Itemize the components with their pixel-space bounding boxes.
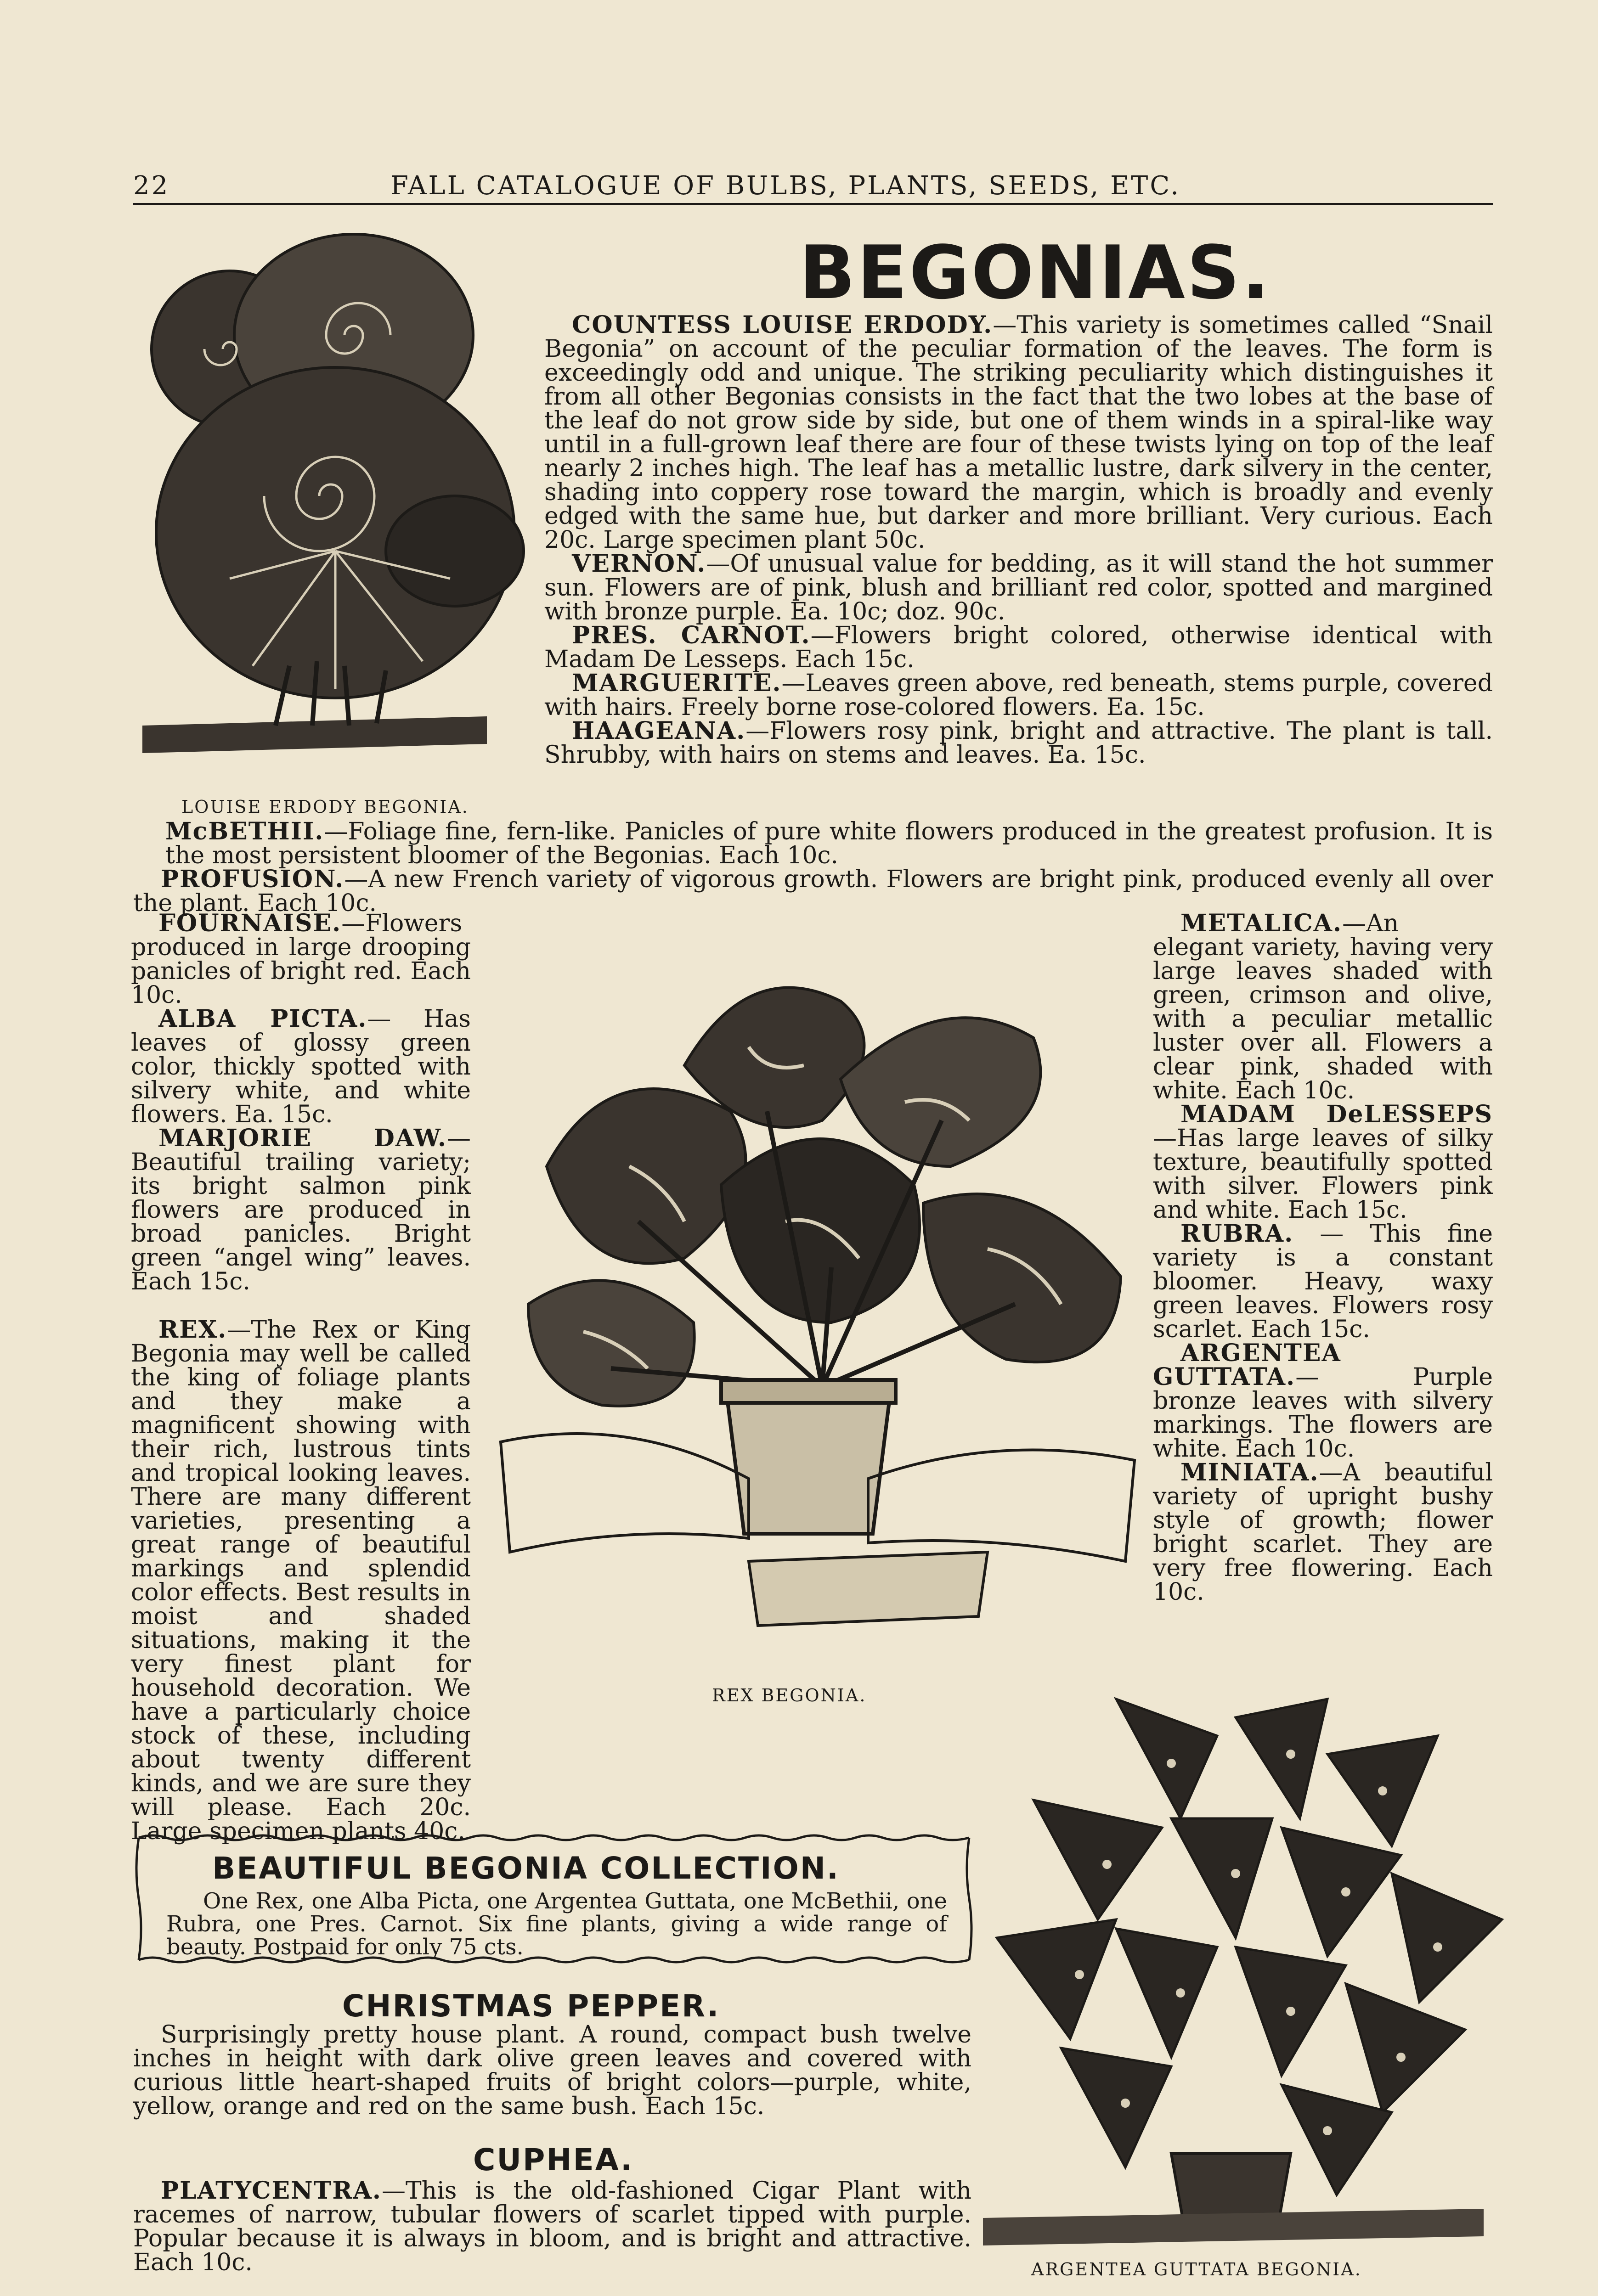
begonia-collection-box: [134, 1832, 974, 1965]
entry-marguerite: MARGUERITE.—Leaves green above, red beneath, stems purple, covered with hairs. Freely borne rose-colored flowers. Ea. 15c.: [544, 669, 1493, 721]
page-title: BEGONIAS.: [799, 230, 1271, 315]
cuphea-text: [133, 2179, 971, 2274]
full-width-entries: [133, 817, 1493, 917]
cuphea-heading: CUPHEA.: [473, 2142, 634, 2178]
entry-profusion: PROFUSION.—A new French variety of vigorous growth. Flowers are bright pink, produced evenly all over the plant. Each 10c.: [133, 865, 1493, 917]
rex-begonia-illustration: [491, 928, 1153, 1644]
entry-marjorie-daw: MARJORIE DAW.— Beautiful trailing variety; its bright salmon pink flowers are produced in broad panicles. Bright green “angel wing” leaves. Each 15c.: [131, 1124, 471, 1295]
entry-rex: [131, 1318, 471, 1843]
left-column: [131, 909, 471, 1295]
entry-miniata: MINIATA.—A beautiful variety of upright bushy style of growth; flower bright scarlet. They are very free flowering. Each 10c.: [1153, 1458, 1493, 1606]
entry-pres-carnot: PRES. CARNOT.—Flowers bright colored, otherwise identical with Madam De Lesseps. Each 15c.: [544, 621, 1493, 673]
caption-louise-erdody: LOUISE ERDODY BEGONIA.: [181, 797, 469, 817]
christmas-pepper-heading: CHRISTMAS PEPPER.: [342, 1988, 720, 2024]
caption-argentea: ARGENTEA GUTTATA BEGONIA.: [1031, 2259, 1362, 2279]
top-right-column: [544, 313, 1493, 767]
entry-fournaise: FOURNAISE.—Flowers produced in large drooping panicles of bright red. Each 10c.: [131, 909, 471, 1009]
entry-metalica: METALICA.—An elegant variety, having very large leaves shaded with green, crimson and olive, with a peculiar metallic luster over all. Flowers a clear pink, shaded with white. Each 10c.: [1153, 909, 1493, 1104]
collection-text: One Rex, one Alba Picta, one Argentea Guttata, one McBethii, one Rubra, one Pres. Carnot. Six fine plants, giving a wide range of beauty. Postpaid for only 75 cts.: [166, 1888, 947, 1960]
argentea-guttata-begonia-illustration: [978, 1681, 1507, 2259]
entry-argentea-guttata: ARGENTEA GUTTATA.— Purple bronze leaves with silvery markings. The flowers are white. Each 10c.: [1153, 1339, 1493, 1463]
entry-madam-delesseps: MADAM DeLESSEPS —Has large leaves of silky texture, beautifully spotted with silver. Flowers pink and white. Each 15c.: [1153, 1100, 1493, 1224]
entry-haageana: HAAGEANA.—Flowers rosy pink, bright and attractive. The plant is tall. Shrubby, with hairs on stems and leaves. Ea. 15c.: [544, 717, 1493, 769]
entry-mcbethii: McBETHII.—Foliage fine, fern-like. Panicles of pure white flowers produced in the greatest profusion. It is the most persistent bloomer of the Begonias. Each 10c.: [165, 817, 1493, 869]
entry-countess-louise-erdody: COUNTESS LOUISE ERDODY.—This variety is sometimes called “Snail Begonia” on account of the peculiar formation of the leaves. The form is exceedingly odd and unique. The striking peculiarity which distinguishes it from all other Begonias consists in the fact that the two lobes at the base of the leaf do not grow side by side, but one of them winds in a spiral-like way until in a full-grown leaf there are four of these twists lying on top of the leaf nearly 2 inches high. The leaf has a metallic lustre, dark silvery in the center, shading into coppery rose toward the margin, which is broadly and evenly edged with the same hue, but darker and more brilliant. Very curious. Each 20c. Large specimen plant 50c.: [544, 311, 1493, 554]
header-rule: [133, 203, 1493, 205]
page-number: 22: [133, 171, 170, 201]
entry-rubra: RUBRA. — This fine variety is a constant bloomer. Heavy, waxy green leaves. Flowers rosy scarlet. Each 15c.: [1153, 1220, 1493, 1343]
caption-rex: REX BEGONIA.: [712, 1685, 867, 1705]
running-title: FALL CATALOGUE OF BULBS, PLANTS, SEEDS, ETC.: [390, 171, 1180, 201]
entry-alba-picta: ALBA PICTA.— Has leaves of glossy green color, thickly spotted with silvery white, and white flowers. Ea. 15c.: [131, 1005, 471, 1128]
louise-erdody-begonia-illustration: [138, 230, 533, 781]
collection-title: BEAUTIFUL BEGONIA COLLECTION.: [212, 1851, 840, 1886]
christmas-pepper-paragraph: Surprisingly pretty house plant. A round, compact bush twelve inches in height with dark olive green leaves and covered with curious little heart-shaped fruits of bright colors—purple, white, yellow, orange and red on the same bush. Each 15c.: [133, 2021, 971, 2120]
right-column: [1153, 909, 1493, 1606]
entry-platycentra: PLATYCENTRA.—This is the old-fashioned Cigar Plant with racemes of narrow, tubular flowers of scarlet tipped with purple. Popular because it is always in bloom, and is bright and attractive. Each 10c.: [133, 2177, 971, 2276]
running-header: [133, 171, 1493, 203]
entry-vernon: VERNON.—Of unusual value for bedding, as it will stand the hot summer sun. Flowers are of pink, blush and brilliant red color, spotted and margined with bronze purple. Ea. 10c; doz. 90c.: [544, 550, 1493, 625]
christmas-pepper-text: [133, 2023, 971, 2118]
entry-rex-text: REX.—The Rex or King Begonia may well be called the king of foliage plants and they make a magnificent showing with their rich, lustrous tints and tropical looking leaves. There are many different varieties, presenting a great range of beautiful markings and splendid color effects. Best results in moist and shaded situations, making it the very finest plant for household decoration. We have a particularly choice stock of these, including about twenty different kinds, and we are sure they will please. Each 20c. Large specimen plants 40c.: [131, 1316, 471, 1845]
